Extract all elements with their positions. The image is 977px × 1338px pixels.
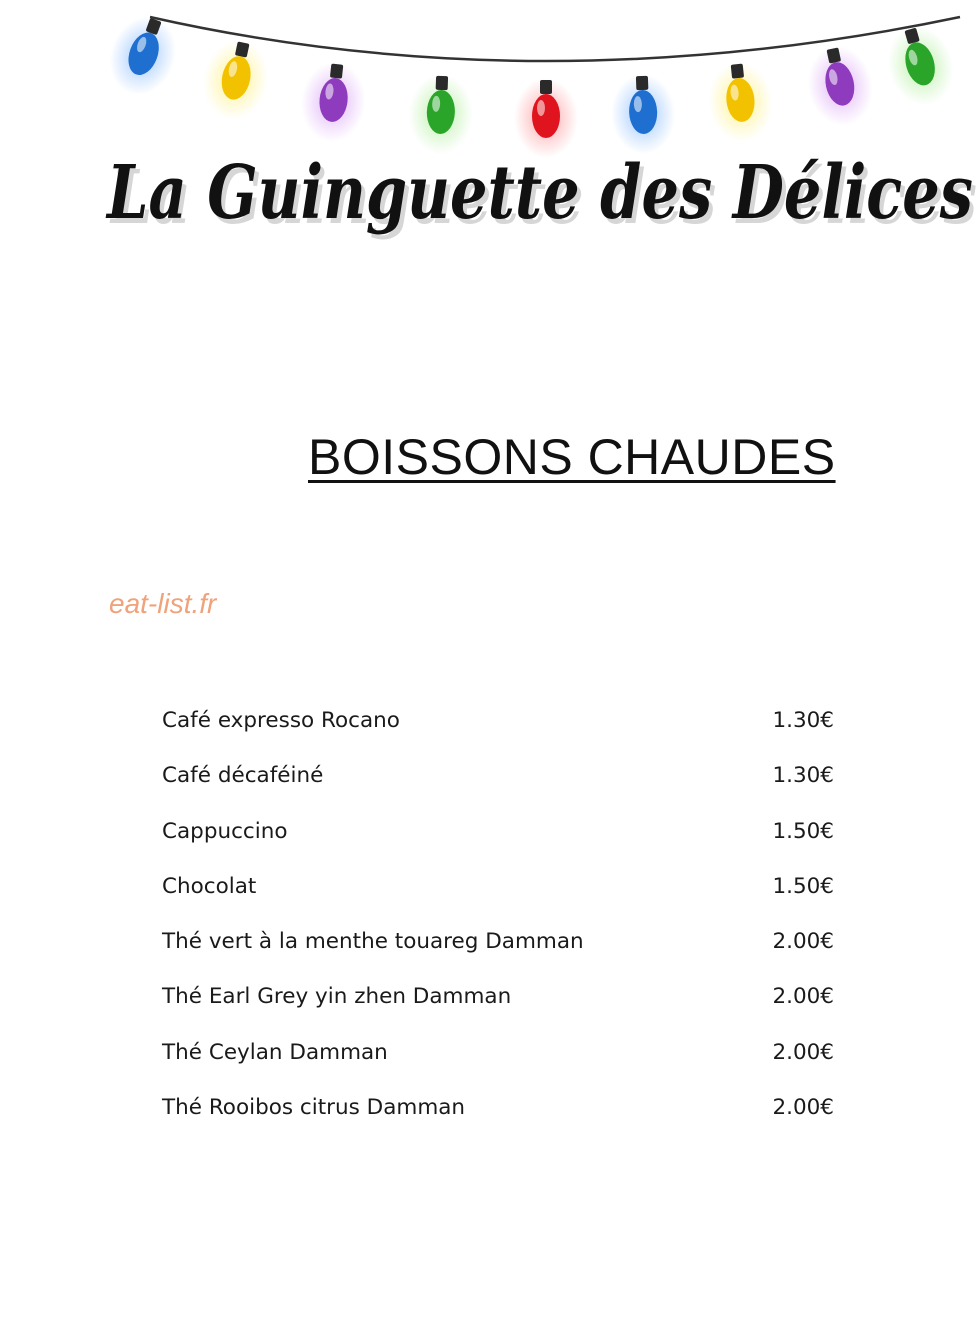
- bulb-yellow-icon: [196, 34, 275, 126]
- item-price: 2.00€: [772, 929, 834, 955]
- section-title: BOISSONS CHAUDES: [308, 429, 836, 485]
- bulb-red-icon: [514, 78, 578, 158]
- list-item: [162, 1040, 838, 1095]
- bulb-blue-icon: [610, 73, 677, 155]
- item-price: 1.30€: [772, 708, 834, 733]
- item-name: Cappuccino: [162, 818, 288, 844]
- bulb-yellow-icon: [705, 59, 777, 145]
- list-item: [162, 819, 838, 874]
- bulb-purple-icon: [801, 40, 880, 132]
- item-name: Thé vert à la menthe touareg Damman: [162, 929, 584, 955]
- menu-list: [162, 708, 838, 1150]
- watermark-text: eat-list.fr: [109, 588, 217, 619]
- list-item: [162, 929, 838, 984]
- list-item: [162, 763, 838, 818]
- bulb-purple-icon: [297, 59, 369, 145]
- bulb-green-icon: [879, 18, 963, 113]
- list-item: [162, 984, 838, 1039]
- list-item: [162, 1095, 838, 1150]
- logo-text: La Guinguette des Délices: [105, 150, 974, 236]
- item-name: Thé Ceylan Damman: [162, 1039, 388, 1065]
- item-price: 1.30€: [772, 763, 834, 789]
- item-name: Thé Earl Grey yin zhen Damman: [162, 984, 512, 1010]
- list-item: [162, 874, 838, 929]
- item-name: Café décaféiné: [162, 763, 324, 789]
- item-price: 1.50€: [772, 818, 834, 844]
- item-price: 1.50€: [772, 873, 834, 899]
- item-price: 2.00€: [772, 1039, 834, 1065]
- item-name: Thé Rooibos citrus Damman: [162, 1095, 466, 1121]
- item-name: Chocolat: [162, 873, 257, 899]
- item-price: 2.00€: [772, 984, 834, 1010]
- list-item: [162, 708, 838, 763]
- item-price: 2.00€: [772, 1095, 834, 1121]
- logo-text-shadow: La Guinguette des Délices: [109, 155, 977, 241]
- item-name: Café expresso Rocano: [162, 708, 400, 733]
- bulb-green-icon: [407, 73, 474, 155]
- header-logo: [0, 0, 977, 270]
